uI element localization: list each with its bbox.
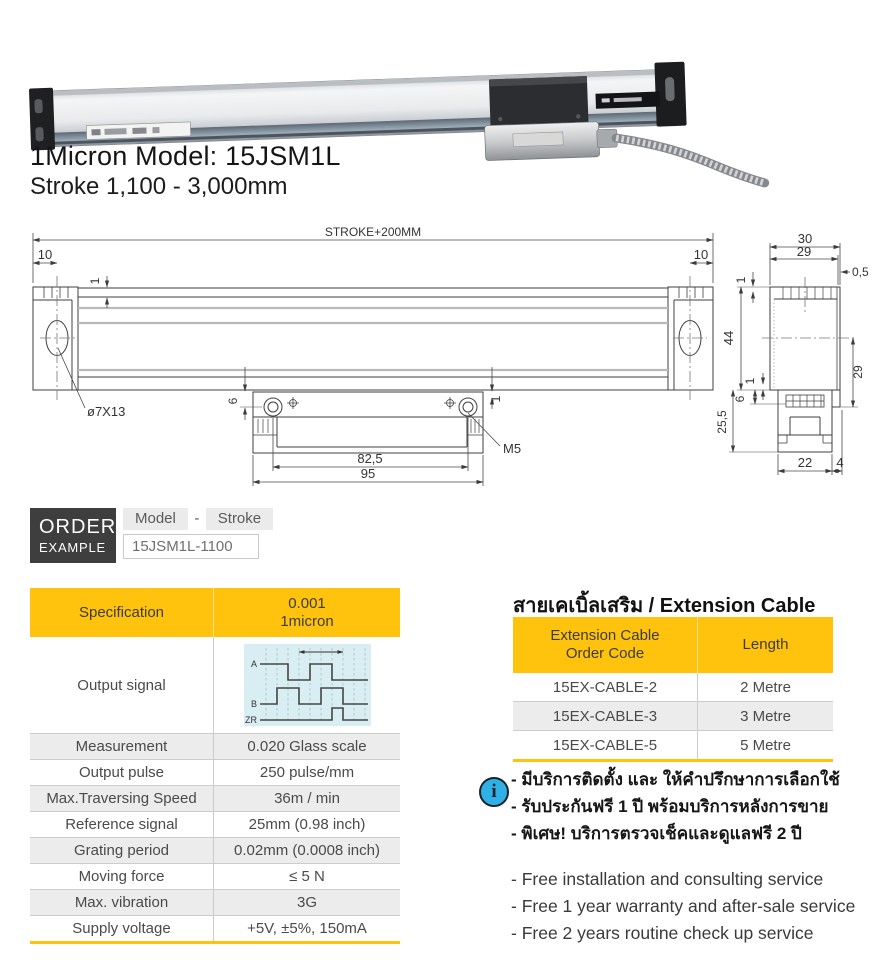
english-notes (511, 866, 855, 947)
spec-row (30, 915, 400, 941)
cable-length: 2 Metre (697, 673, 833, 701)
extension-cable-table (513, 617, 833, 762)
dim-cs44-label: 44 (721, 330, 736, 346)
thai-notes (511, 766, 840, 847)
spec-label: Max. vibration (74, 894, 169, 911)
cable-code: 15EX-CABLE-2 (552, 678, 658, 696)
spec-value: 25mm (0.98 inch) (213, 812, 400, 837)
order-separator: - (194, 510, 200, 527)
technical-drawing (0, 220, 895, 495)
spec-row (30, 889, 400, 915)
order-example-line2: EXAMPLE (39, 540, 107, 555)
order-example-box (30, 508, 116, 563)
dim-cs1mid-label: 1 (743, 377, 757, 385)
stroke-chip: Stroke (206, 508, 273, 530)
spec-value: ≤ 5 N (213, 864, 400, 889)
dim-cs255-label: 25,5 (715, 410, 729, 434)
spec-row (30, 811, 400, 837)
spec-value: 36m / min (213, 786, 400, 811)
order-example-line1: ORDER (39, 516, 117, 538)
dim-right10-label: 10 (693, 247, 709, 262)
dim-cs4-label: 4 (836, 455, 844, 470)
spec-table (30, 588, 400, 944)
english-note-line: - Free 1 year warranty and after-sale service (511, 896, 856, 916)
english-note-line: - Free installation and consulting service (511, 869, 824, 889)
english-note-line: - Free 2 years routine check up service (511, 923, 814, 943)
spec-row (30, 733, 400, 759)
dim-cs22-label: 22 (797, 455, 813, 470)
spec-value: 250 pulse/mm (213, 760, 400, 785)
dim-cs29top-label: 29 (796, 244, 812, 259)
spec-row (30, 759, 400, 785)
dim-left10-label: 10 (37, 247, 53, 262)
dim-rail1-label: 1 (88, 277, 102, 285)
spec-header-col2: 0.001 1micron (213, 588, 400, 637)
dim-head1-label: 1 (489, 395, 503, 403)
extension-header-col1: Extension Cable Order Code (550, 627, 660, 662)
dim-stroke-label: STROKE+200MM (324, 225, 422, 239)
dim-m5-label: M5 (503, 441, 522, 456)
spec-label: Output signal (77, 676, 166, 694)
spec-row-output-signal (30, 637, 400, 733)
dim-cs6-label: 6 (733, 395, 747, 403)
thai-note-line: - รับประกันฟรี 1 ปี พร้อมบริการหลังการขาย (511, 797, 829, 816)
quadrature-waveform (244, 644, 371, 726)
spec-value: +5V, ±5%, 150mA (213, 916, 400, 941)
signal-a-label: A (250, 659, 257, 669)
spec-label: Supply voltage (72, 920, 171, 937)
order-format-row (123, 508, 273, 530)
signal-zr-label: ZR (244, 715, 257, 725)
info-icon: i (479, 777, 509, 807)
spec-label: Moving force (78, 868, 165, 885)
cable-length: 3 Metre (697, 702, 833, 730)
dim-head6-label: 6 (226, 397, 240, 405)
order-code-box: 15JSM1L-1100 (123, 534, 259, 559)
spec-row (30, 785, 400, 811)
spec-row (30, 837, 400, 863)
extension-cable-title: สายเคเบิ้ลเสริม / Extension Cable (513, 595, 816, 617)
spec-label: Grating period (73, 842, 170, 859)
page-subtitle: Stroke 1,100 - 3,000mm (30, 173, 288, 200)
spec-label: Output pulse (78, 764, 165, 781)
spec-row (30, 863, 400, 889)
extension-header-col2: Length (697, 617, 833, 673)
spec-table-header (30, 588, 400, 637)
spec-header-col1: Specification (78, 603, 165, 621)
spec-label: Max.Traversing Speed (46, 790, 197, 807)
spec-value: 3G (213, 890, 400, 915)
extension-row (513, 730, 833, 759)
dim-95-label: 95 (360, 466, 376, 481)
order-example (30, 508, 273, 563)
dim-cs30-label: 30 (797, 231, 813, 246)
extension-row (513, 673, 833, 701)
spec-label: Measurement (75, 738, 168, 755)
signal-b-label: B (250, 699, 257, 709)
model-chip: Model (123, 508, 188, 530)
extension-table-header (513, 617, 833, 673)
extension-row (513, 701, 833, 730)
dim-hole-label: ø7X13 (87, 404, 126, 419)
thai-note-line: - มีบริการติดตั้ง และ ให้คำปรึกษาการเลือกใช้ (511, 770, 840, 789)
dim-cs29right-label: 29 (851, 365, 865, 379)
cable-length: 5 Metre (697, 731, 833, 759)
page-title: 1Micron Model: 15JSM1L (30, 141, 341, 171)
cable-code: 15EX-CABLE-5 (552, 736, 658, 754)
thai-note-line: - พิเศษ! บริการตรวจเช็คและดูแลฟรี 2 ปี (511, 824, 802, 843)
spec-value-waveform (213, 637, 400, 733)
spec-value: 0.02mm (0.0008 inch) (213, 838, 400, 863)
spec-label: Reference signal (65, 816, 178, 833)
cable-code: 15EX-CABLE-3 (552, 707, 658, 725)
dim-825-label: 82,5 (357, 451, 383, 466)
spec-value: 0.020 Glass scale (213, 734, 400, 759)
dim-cs1top-label: 1 (734, 276, 748, 284)
dim-cs05-label: 0,5 (852, 265, 869, 279)
